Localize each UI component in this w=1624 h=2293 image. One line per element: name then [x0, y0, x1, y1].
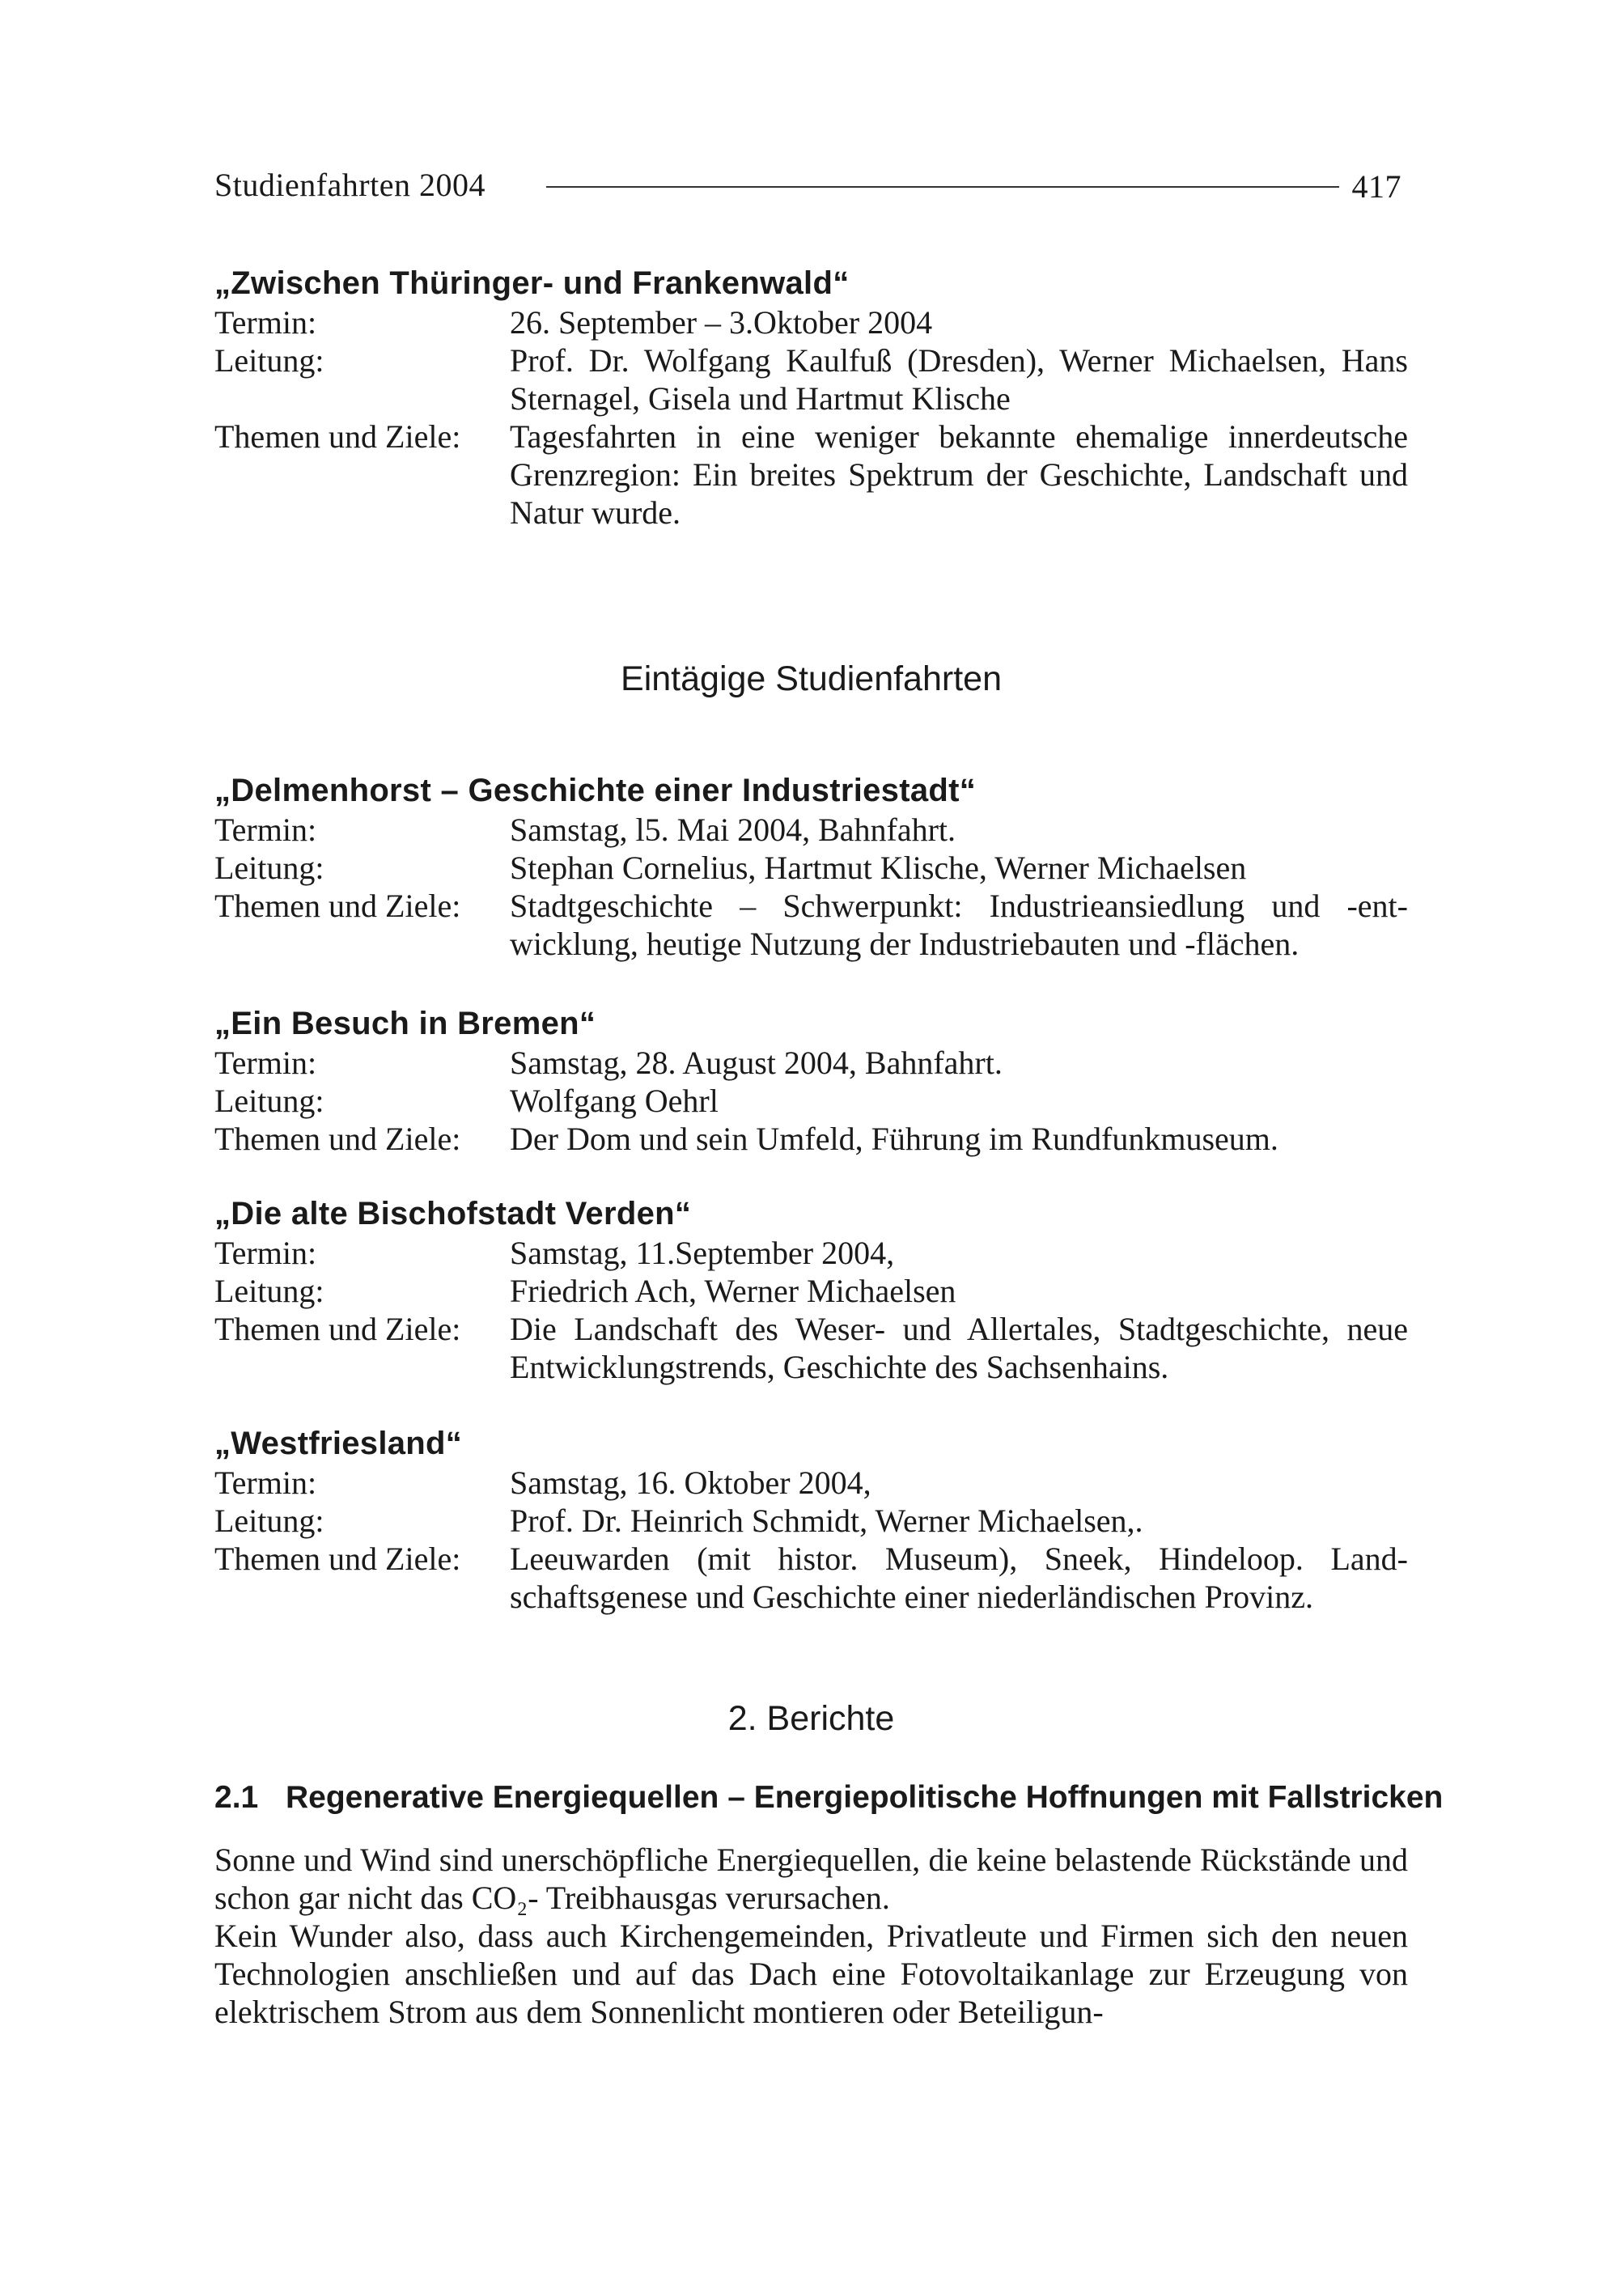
termin-value: Samstag, 16. Oktober 2004,	[510, 1464, 871, 1501]
chapter-heading: 2. Berichte	[727, 1699, 895, 1738]
themen-label: Themen und Ziele:	[214, 1311, 461, 1347]
entry-title: „Die alte Bischofstadt Verden“	[214, 1196, 692, 1231]
leitung-label: Leitung:	[214, 1083, 324, 1119]
termin-row	[214, 1464, 1408, 1502]
leitung-value: Friedrich Ach, Werner Michaelsen	[510, 1273, 956, 1309]
leitung-value: Prof. Dr. Heinrich Schmidt, Werner Michaelsen,.	[510, 1503, 1143, 1539]
entry-verden	[214, 1196, 1408, 1386]
themen-value: Leeuwarden (mit histor. Museum), Sneek, Hindeloop. Landschaftsgenese und Geschichte einer niederländischen Provinz.	[510, 1541, 1408, 1615]
leitung-label: Leitung:	[214, 342, 324, 379]
entry-title: „Ein Besuch in Bremen“	[214, 1006, 596, 1041]
leitung-value: Prof. Dr. Wolfgang Kaulfuß (Dresden), Werner Michaelsen, Hans Sternagel, Gisela und Hartmut Klische	[510, 342, 1408, 417]
termin-label: Termin:	[214, 1235, 317, 1271]
themen-value: Der Dom und sein Umfeld, Führung im Rundfunkmuseum.	[510, 1121, 1278, 1157]
leitung-label: Leitung:	[214, 1273, 324, 1309]
leitung-value: Stephan Cornelius, Hartmut Klische, Werner Michaelsen	[510, 850, 1247, 886]
termin-label: Termin:	[214, 1045, 317, 1081]
themen-row	[214, 1310, 1408, 1386]
entry-title: „Westfriesland“	[214, 1426, 463, 1461]
entry-delmenhorst	[214, 773, 1408, 963]
leitung-row	[214, 1272, 1408, 1310]
themen-label: Themen und Ziele:	[214, 1541, 461, 1577]
leitung-row	[214, 1082, 1408, 1120]
running-head	[214, 166, 1408, 214]
entry-title: „Zwischen Thüringer- und Frankenwald“	[214, 265, 850, 301]
themen-row	[214, 1120, 1408, 1158]
section-heading: Eintägige Studienfahrten	[621, 659, 1002, 698]
leitung-row	[214, 1502, 1408, 1540]
entry-westfriesland	[214, 1426, 1408, 1616]
termin-label: Termin:	[214, 304, 317, 341]
leitung-label: Leitung:	[214, 850, 324, 886]
termin-row	[214, 811, 1408, 849]
entry-bremen	[214, 1006, 1408, 1158]
termin-row	[214, 1234, 1408, 1272]
termin-value: 26. September – 3.Oktober 2004	[510, 304, 933, 341]
themen-row	[214, 887, 1408, 963]
leitung-row	[214, 849, 1408, 887]
entry-title: „Delmenhorst – Geschichte einer Industriestadt“	[214, 773, 977, 808]
themen-value: Tagesfahrten in eine weniger bekannte ehemalige innerdeutsche Grenzregion: Ein breites Spektrum der Geschichte, Landschaft und Natur wurde.	[510, 418, 1408, 531]
leitung-value: Wolfgang Oehrl	[510, 1083, 719, 1119]
termin-value: Samstag, l5. Mai 2004, Bahnfahrt.	[510, 812, 956, 848]
subsection-title: Regenerative Energiequellen – Energiepolitische Hoffnungen mit Fallstricken	[286, 1780, 1444, 1815]
body-text	[214, 1841, 1408, 2031]
body-paragraph: Kein Wunder also, dass auch Kirchengemeinden, Privatleute und Firmen sich den neuen Technologien anschließen und auf das Dach eine Fotovoltaikanlage zur Erzeugung von elektrischem Strom aus dem Sonnenlicht montieren oder Beteiligun-	[214, 1918, 1408, 2030]
leitung-label: Leitung:	[214, 1503, 324, 1539]
subsection-number: 2.1	[214, 1780, 259, 1815]
themen-row	[214, 1540, 1408, 1616]
themen-label: Themen und Ziele:	[214, 1121, 461, 1157]
subsection-heading	[214, 1780, 1444, 1816]
themen-value: Die Landschaft des Weser- und Allertales, Stadtgeschichte, neue Entwicklungstrends, Geschichte des Sachsenhains.	[510, 1311, 1408, 1385]
themen-label: Themen und Ziele:	[214, 888, 461, 924]
termin-label: Termin:	[214, 812, 317, 848]
running-head-rule	[546, 186, 1339, 188]
themen-value: Stadtgeschichte – Schwerpunkt: Industrieansiedlung und -entwicklung, heutige Nutzung der Industriebauten und -flächen.	[510, 888, 1408, 962]
termin-row	[214, 1044, 1408, 1082]
termin-row	[214, 303, 1408, 341]
entry-frankenwald	[214, 265, 1408, 532]
body-paragraph: Sonne und Wind sind unerschöpfliche Energiequellen, die keine belastende Rückstände und schon gar nicht das CO₂- Treibhausgas verursachen.	[214, 1842, 1408, 1916]
themen-label: Themen und Ziele:	[214, 418, 461, 455]
page-number: 417	[1351, 168, 1401, 205]
themen-row	[214, 417, 1408, 532]
termin-value: Samstag, 11.September 2004,	[510, 1235, 895, 1271]
running-head-title: Studienfahrten 2004	[214, 167, 486, 203]
termin-label: Termin:	[214, 1464, 317, 1501]
termin-value: Samstag, 28. August 2004, Bahnfahrt.	[510, 1045, 1003, 1081]
leitung-row	[214, 341, 1408, 417]
